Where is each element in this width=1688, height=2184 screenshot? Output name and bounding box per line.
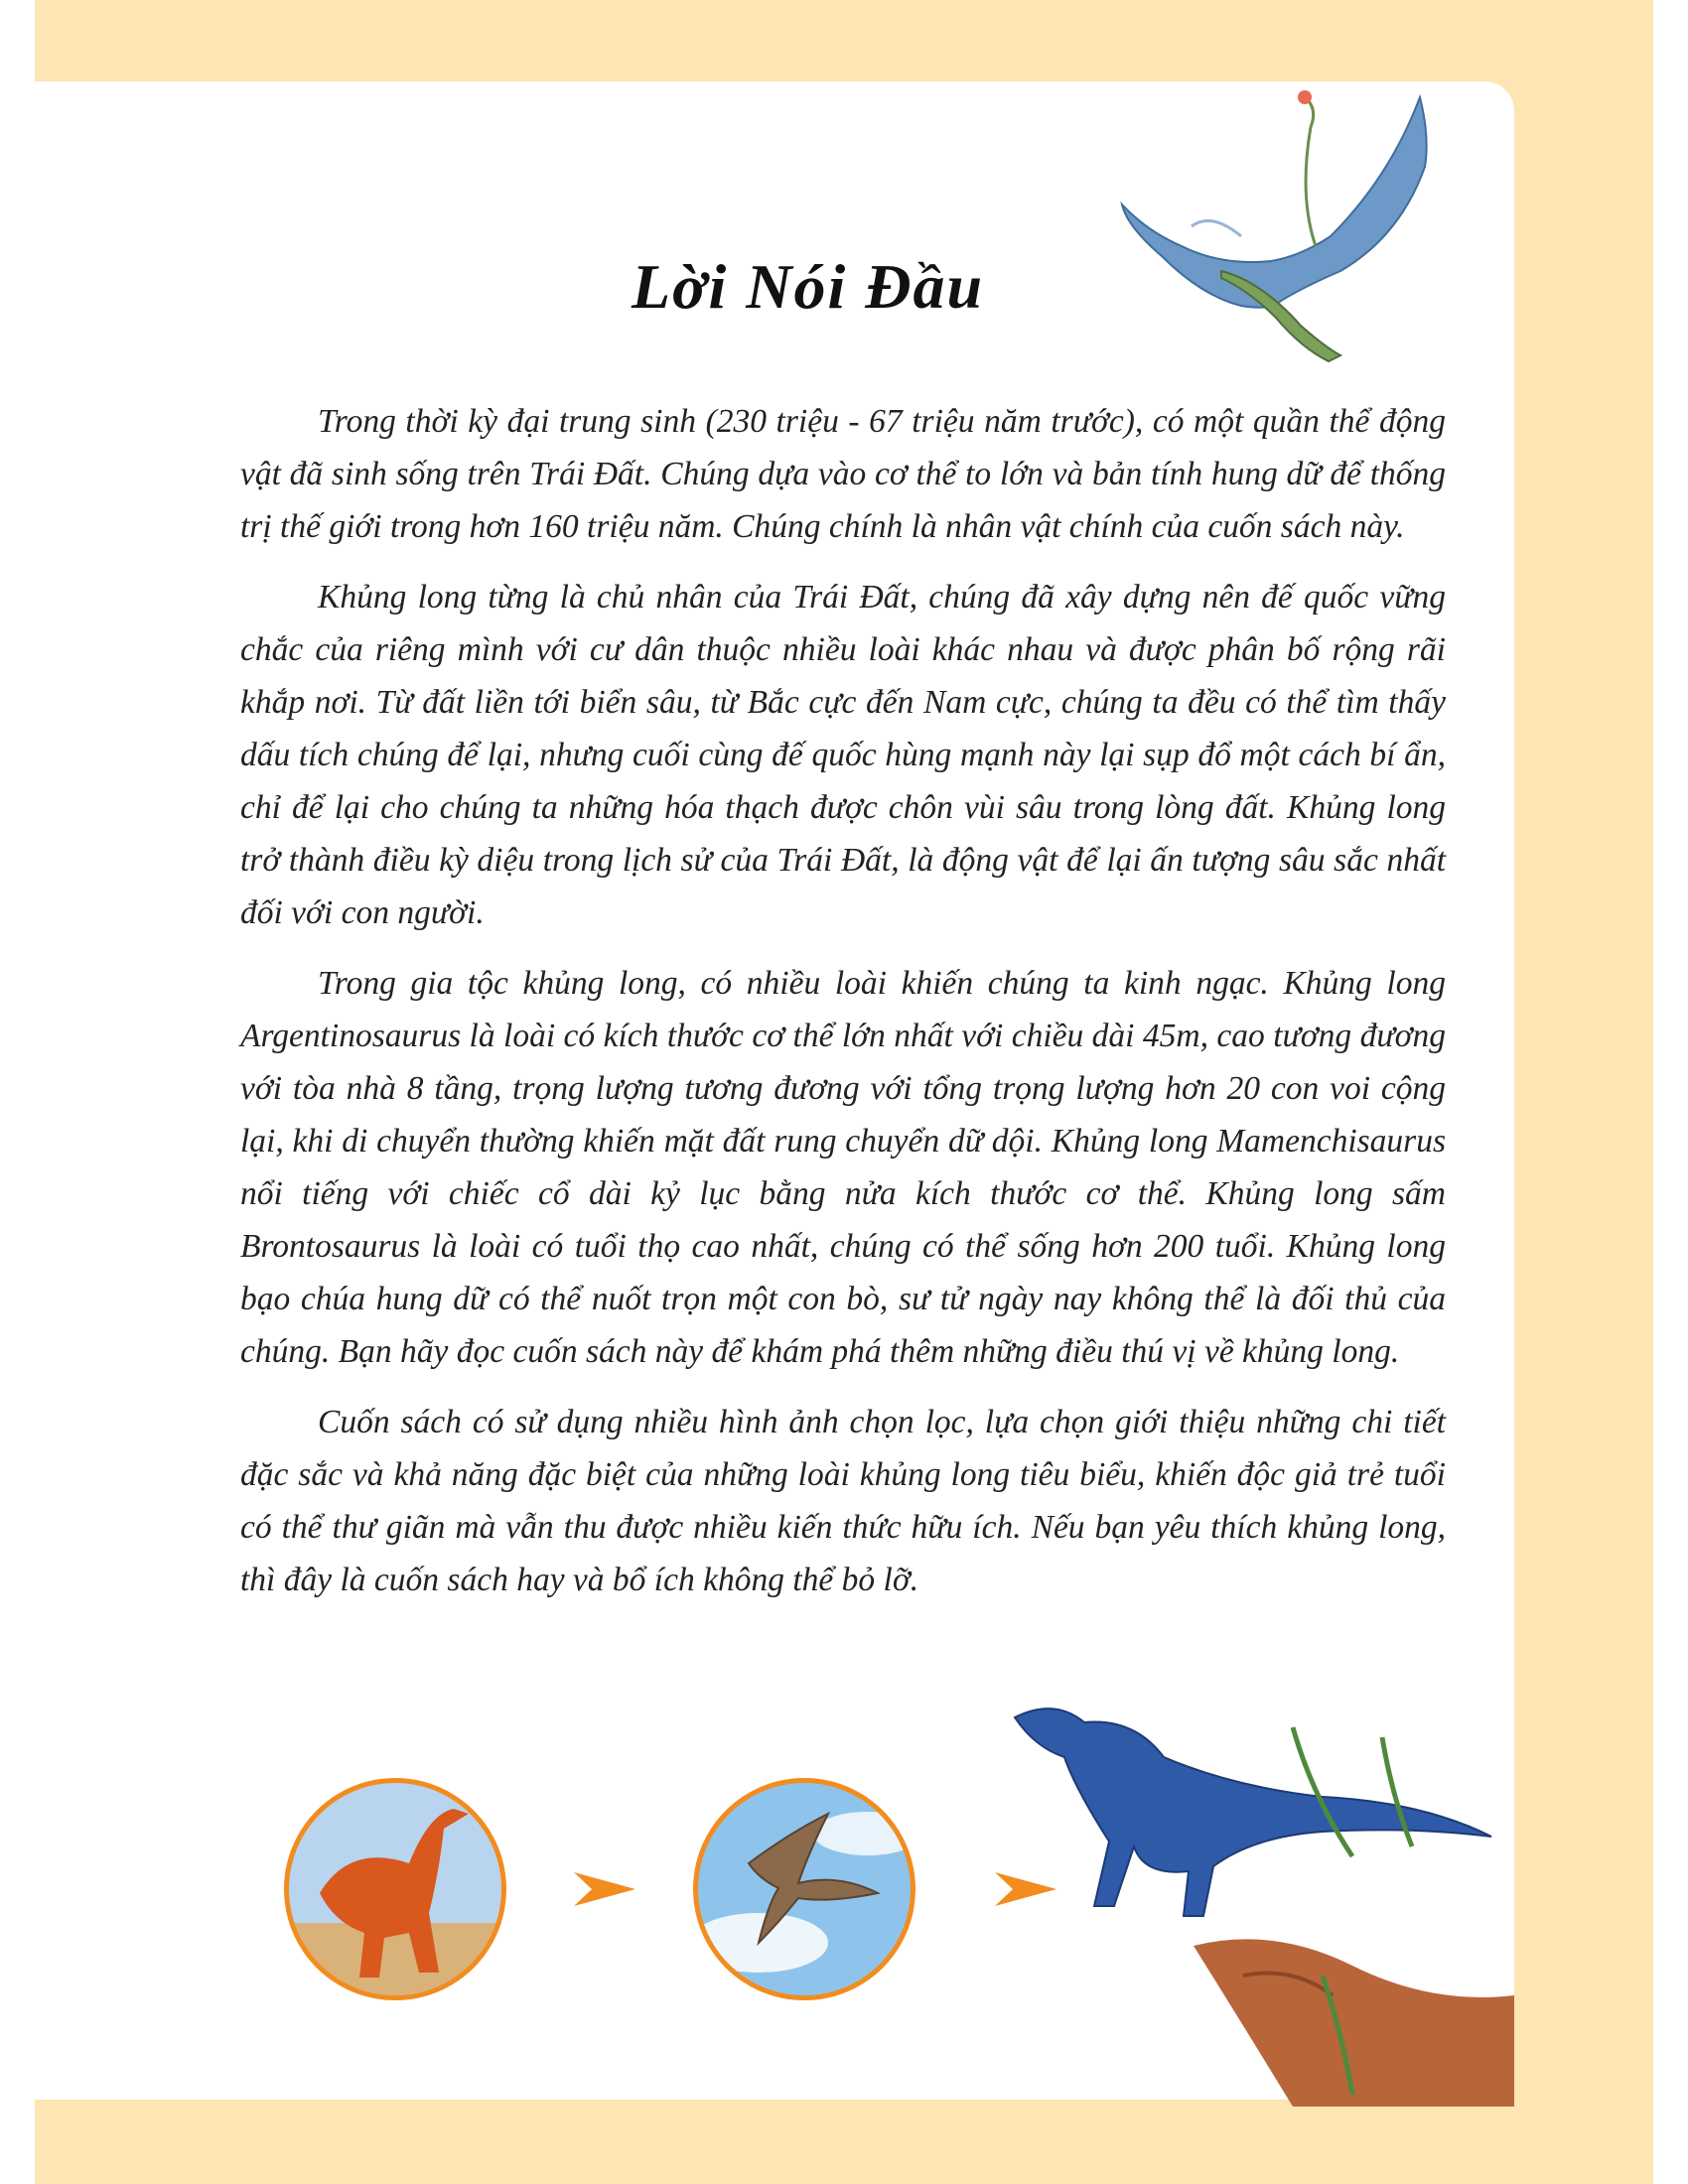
page-title: Lời Nói Đầu xyxy=(632,251,985,322)
paragraph: Trong thời kỳ đại trung sinh (230 triệu - 67 triệu năm trước), có một quần thể động vật đã sinh sống trên Trái Đất. Chúng dựa vào cơ thể to lớn và bản tính hung dữ để thống trị thế giới trong hơn 160 triệu năm. Chúng chính là nhân vật chính của cuốn sách này. xyxy=(240,403,1446,545)
paragraph: Cuốn sách có sử dụng nhiều hình ảnh chọn lọc, lựa chọn giới thiệu những chi tiết đặc sắc và khả năng đặc biệt của những loài khủng long tiêu biểu, khiến độc giả trẻ tuổi có thể thư giãn mà vẫn thu được nhiều kiến thức hữu ích. Nếu bạn yêu thích khủng long, thì đây là cuốn sách hay và bổ ích không thể bỏ lỡ. xyxy=(240,1404,1446,1598)
feathered-raptor-illustration xyxy=(995,1678,1514,2107)
preface-body xyxy=(240,395,1446,1624)
feathered-flyer-circle-illustration xyxy=(689,1774,919,2004)
pterosaur-illustration xyxy=(1072,87,1450,395)
paragraph: Trong gia tộc khủng long, có nhiều loài khiến chúng ta kinh ngạc. Khủng long Argentinosaurus là loài có kích thước cơ thể lớn nhất với chiều dài 45m, cao tương đương với tòa nhà 8 tầng, trọng lượng tương đương với tổng trọng lượng hơn 20 con voi cộng lại, khi di chuyển thường khiến mặt đất rung chuyển dữ dội. Khủng long Mamenchisaurus nổi tiếng với chiếc cổ dài kỷ lục bằng nửa kích thước cơ thể. Khủng long sấm Brontosaurus là loài có tuổi thọ cao nhất, chúng có thể sống hơn 200 tuổi. Khủng long bạo chúa hung dữ có thể nuốt trọn một con bò, sư tử ngày nay không thể là đối thủ của chúng. Bạn hãy đọc cuốn sách này để khám phá thêm những điều thú vị về khủng long. xyxy=(240,965,1446,1370)
paragraph: Khủng long từng là chủ nhân của Trái Đất, chúng đã xây dựng nên đế quốc vững chắc của riêng mình với cư dân thuộc nhiều loài khác nhau và được phân bố rộng rãi khắp nơi. Từ đất liền tới biển sâu, từ Bắc cực đến Nam cực, chúng ta đều có thể tìm thấy dấu tích chúng để lại, nhưng cuối cùng đế quốc hùng mạnh này lại sụp đổ một cách bí ẩn, chỉ để lại cho chúng ta những hóa thạch được chôn vùi sâu trong lòng đất. Khủng long trở thành điều kỳ diệu trong lịch sử của Trái Đất, là động vật để lại ấn tượng sâu sắc nhất đối với con người. xyxy=(240,579,1446,931)
dinosaur-circle-illustration xyxy=(280,1774,510,2004)
orange-arrow-icon xyxy=(574,1872,635,1906)
